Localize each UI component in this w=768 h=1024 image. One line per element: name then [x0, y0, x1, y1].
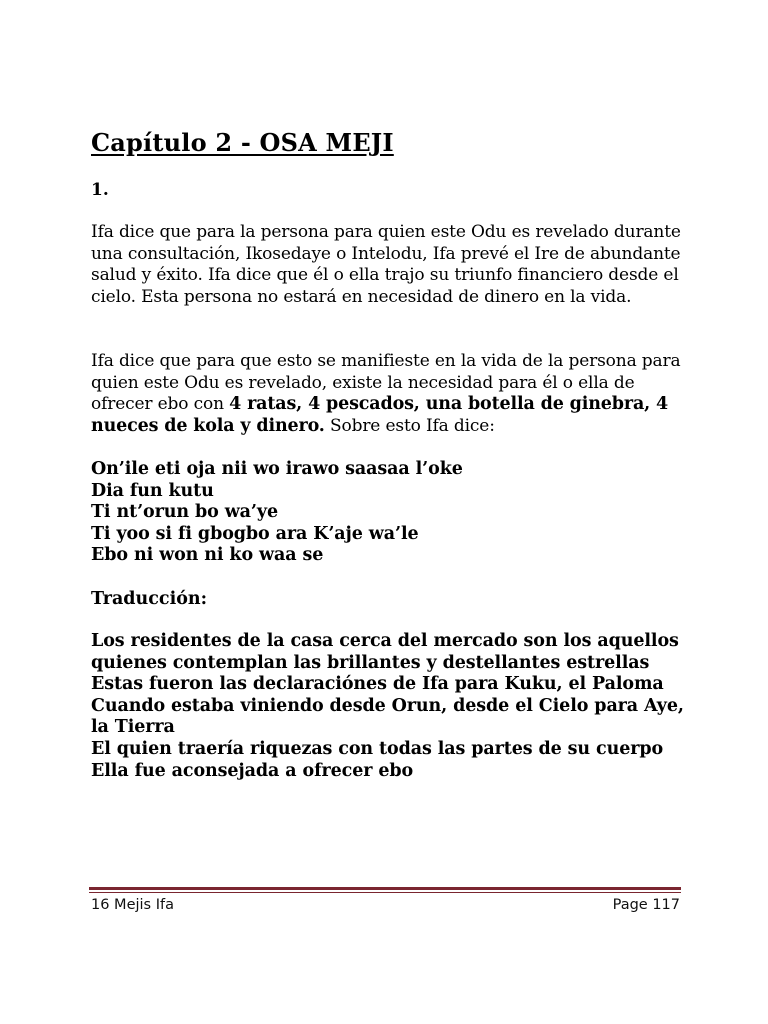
translation-line: Cuando estaba viniendo desde Orun, desde el Cielo para Aye, la Tierra — [91, 695, 684, 738]
paragraph-ebo-text-start: Ifa dice que para que esto se manifieste en la vida de la persona para quien este Odu es revelado, existe la necesidad para él o ella de ofrecer ebo con — [91, 351, 681, 415]
footer-divider — [89, 887, 681, 890]
translation-line: Ella fue aconsejada a ofrecer ebo — [91, 760, 414, 781]
footer-book-title: 16 Mejis Ifa — [91, 897, 174, 913]
verse-line: Ti yoo si fi gbogbo ara K’aje wa’le — [91, 523, 419, 544]
verse-line: Dia fun kutu — [91, 480, 214, 501]
footer-divider-thin — [89, 892, 681, 893]
paragraph-ebo-text-end: Sobre esto Ifa dice: — [324, 415, 495, 436]
footer-page-number: Page 117 — [612, 897, 680, 913]
verse-line: Ti nt’orun bo wa’ye — [91, 502, 278, 523]
yoruba-verse — [91, 459, 691, 567]
paragraph-prophecy: Ifa dice que para la persona para quien este Odu es revelado durante una consultación, Ikosedaye o Intelodu, Ifa prevé el Ire de abundante salud y éxito. Ifa dice que él o ella trajo su triunfo financiero desde el cielo. Esta persona no estará en necesidad de dinero en la vida. — [91, 222, 681, 307]
translation-line: Estas fueron las declaraciónes de Ifa para Kuku, el Paloma — [91, 674, 664, 695]
section-number: 1. — [91, 180, 109, 200]
chapter-title: Capítulo 2 - OSA MEJI — [91, 128, 394, 157]
paragraph-ebo-items: 4 ratas, 4 pescados, una botella de ginebra, 4 nueces de kola y dinero. — [91, 394, 669, 436]
translation-line: El quien traería riquezas con todas las partes de su cuerpo — [91, 738, 664, 759]
translation-line: Los residentes de la casa cerca del mercado son los aquellos quienes contemplan las brillantes y destellantes estrellas — [91, 631, 679, 673]
translation-heading: Traducción: — [91, 589, 208, 609]
paragraph-ebo-offering — [91, 351, 691, 437]
translation-verse — [91, 631, 691, 782]
verse-line: Ebo ni won ni ko waa se — [91, 545, 324, 566]
verse-line: On’ile eti oja nii wo irawo saasaa l’oke — [91, 459, 463, 479]
